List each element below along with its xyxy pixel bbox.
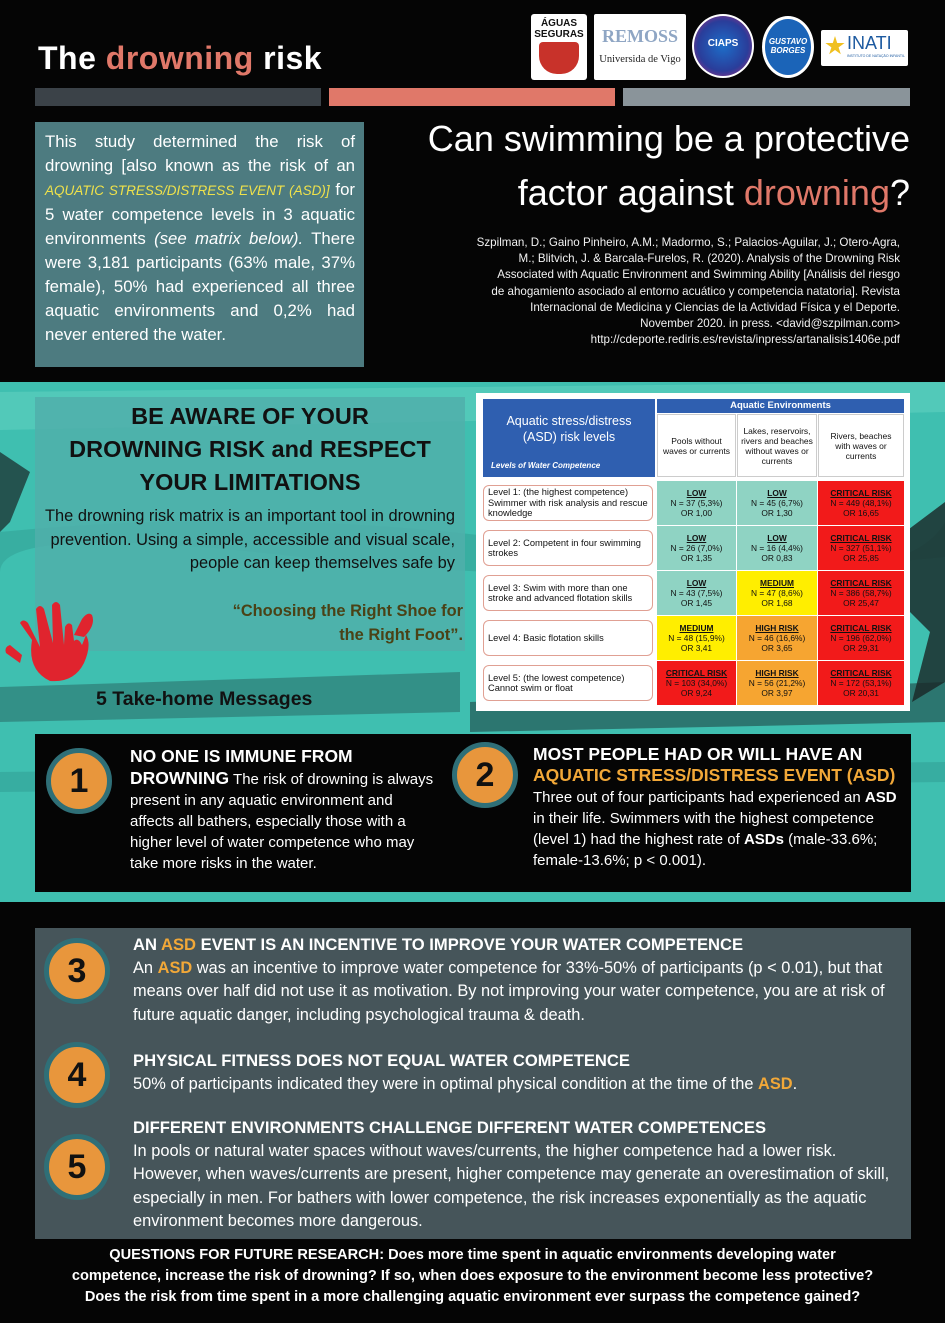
matrix-cell-n: N = 43 (7,5%) bbox=[670, 588, 723, 598]
message-5-head: DIFFERENT ENVIRONMENTS CHALLENGE DIFFERENT WATER COMPETENCES bbox=[133, 1118, 767, 1137]
matrix-cell-n: N = 103 (34,0%) bbox=[665, 678, 728, 688]
matrix-corner-title: Aquatic stress/distress (ASD) risk levels bbox=[506, 414, 632, 444]
logo-text: ÁGUAS bbox=[540, 18, 578, 29]
message-3-body-highlight: ASD bbox=[157, 958, 193, 977]
logo-text: SEGURAS bbox=[534, 29, 584, 40]
message-2-bold: ASDs bbox=[743, 831, 784, 848]
aware-heading-line: BE AWARE OF YOUR bbox=[131, 403, 369, 429]
message-4-body: . bbox=[792, 1074, 798, 1093]
matrix-cell bbox=[818, 661, 904, 705]
matrix-cell bbox=[818, 526, 904, 570]
logo-gustavo-borges bbox=[762, 16, 814, 78]
matrix-cell bbox=[737, 526, 817, 570]
intro-box bbox=[35, 122, 364, 367]
matrix-cell bbox=[657, 481, 736, 525]
headline-text: factor against bbox=[517, 172, 744, 213]
matrix-cell-n: N = 47 (8,6%) bbox=[751, 588, 803, 598]
logo-text: CIAPS bbox=[707, 38, 739, 49]
matrix-cell-risk: LOW bbox=[686, 533, 707, 543]
matrix-cell-risk: CRITICAL RISK bbox=[830, 623, 892, 633]
matrix-cell-or: OR 3,41 bbox=[680, 643, 713, 653]
citation-line: Associated with Aquatic Environment and Swimming Ability [Análisis del riesgo bbox=[497, 268, 900, 282]
logo-ciaps bbox=[692, 14, 754, 78]
logo-inati bbox=[821, 30, 908, 66]
headline-highlight: drowning bbox=[743, 172, 890, 213]
message-3-body: was an incentive to improve water competence for 33%-50% of participants (p < 0.01), but that means over half did not use it as motivation. By not improving your water competence, you are at risk of future aquatic danger, including psychological trauma & death. bbox=[133, 958, 885, 1024]
matrix-level-label: Level 4: Basic flotation skills bbox=[488, 632, 604, 643]
risk-matrix bbox=[476, 393, 910, 711]
matrix-env-col-2 bbox=[737, 414, 817, 477]
aware-heading-line: DROWNING RISK and RESPECT bbox=[69, 436, 431, 462]
matrix-cell-or: OR 1,45 bbox=[680, 598, 713, 608]
divider-bar-3 bbox=[623, 88, 910, 106]
logo-text: BORGES bbox=[770, 46, 806, 55]
matrix-level-label: Level 3: Swim with more than one stroke and advanced flotation skills bbox=[488, 582, 633, 603]
matrix-cell bbox=[657, 571, 736, 615]
message-4 bbox=[133, 1049, 908, 1096]
matrix-level-label: Level 5: (the lowest competence) Cannot swim or float bbox=[488, 672, 625, 693]
intro-text: for 5 water competence levels in 3 aquatic environments bbox=[45, 180, 355, 248]
matrix-cell-or: OR 20,31 bbox=[843, 688, 879, 698]
title-pre: The bbox=[38, 40, 106, 76]
matrix-cell bbox=[737, 481, 817, 525]
matrix-level-5 bbox=[483, 665, 653, 701]
matrix-cell-or: OR 3,65 bbox=[761, 643, 793, 653]
matrix-cell-risk: CRITICAL RISK bbox=[830, 578, 892, 588]
message-3-body: An bbox=[133, 958, 158, 977]
message-4-body: 50% of participants indicated they were in optimal physical condition at the time of the bbox=[133, 1074, 759, 1093]
matrix-cell bbox=[657, 526, 736, 570]
aware-quote bbox=[103, 600, 463, 647]
matrix-cell-n: N = 48 (15,9%) bbox=[668, 633, 725, 643]
matrix-cell-n: N = 327 (51,1%) bbox=[830, 543, 892, 553]
intro-italic: (see matrix below). bbox=[154, 229, 304, 248]
headline-line-2 bbox=[372, 166, 910, 220]
matrix-cell-n: N = 196 (62,0%) bbox=[830, 633, 892, 643]
matrix-cell-or: OR 9,24 bbox=[680, 688, 713, 698]
future-research bbox=[0, 1245, 945, 1308]
message-number-3: 3 bbox=[44, 938, 110, 1004]
matrix-cell-or: OR 16,65 bbox=[843, 508, 879, 518]
matrix-cell-or: OR 0,83 bbox=[761, 553, 793, 563]
citation-line: November 2020. in press. <david@szpilman.com> bbox=[640, 317, 900, 331]
message-4-body-highlight: ASD bbox=[758, 1074, 793, 1093]
matrix-cell-risk: CRITICAL RISK bbox=[830, 533, 892, 543]
matrix-level-4 bbox=[483, 620, 653, 656]
matrix-cell-or: OR 29,31 bbox=[843, 643, 879, 653]
matrix-cell-risk: MEDIUM bbox=[679, 623, 714, 633]
aware-heading bbox=[35, 400, 465, 499]
matrix-cell-n: N = 16 (4,4%) bbox=[751, 543, 803, 553]
matrix-cell bbox=[737, 571, 817, 615]
aware-quote-line: “Choosing the Right Shoe for bbox=[232, 602, 463, 620]
matrix-cell-risk: LOW bbox=[767, 488, 787, 498]
matrix-level-2 bbox=[483, 530, 653, 566]
message-3-head: AN bbox=[133, 935, 161, 954]
matrix-cell-or: OR 1,35 bbox=[680, 553, 713, 563]
red-hand-icon bbox=[2, 585, 97, 685]
matrix-env-col-3 bbox=[818, 414, 904, 477]
footer-line: QUESTIONS FOR FUTURE RESEARCH: Does more time spent in aquatic environments developing water bbox=[109, 1247, 836, 1263]
title-post: risk bbox=[253, 40, 323, 76]
matrix-cell-n: N = 386 (58,7%) bbox=[830, 588, 892, 598]
message-4-head: PHYSICAL FITNESS DOES NOT EQUAL WATER COMPETENCE bbox=[133, 1051, 630, 1070]
aware-quote-line: the Right Foot”. bbox=[339, 625, 463, 644]
message-2-bold: ASD bbox=[864, 789, 897, 806]
matrix-level-label: Level 2: Competent in four swimming strokes bbox=[488, 537, 641, 558]
matrix-cell-risk: LOW bbox=[686, 578, 707, 588]
message-1 bbox=[130, 746, 435, 874]
message-1-body: The risk of drowning is always present in any aquatic environment and affects all bathers, especially those with a higher level of water competence who may take more risks in the water. bbox=[130, 771, 434, 872]
divider-bar-2 bbox=[329, 88, 615, 106]
matrix-cell-n: N = 45 (6,7%) bbox=[751, 498, 803, 508]
matrix-env-label: Lakes, reservoirs, rivers and beaches without waves or currents bbox=[741, 425, 813, 466]
logo-text: REMOSS bbox=[601, 26, 679, 46]
matrix-corner-sub: Levels of Water Competence bbox=[491, 461, 601, 470]
logo-text: INSTITUTO DE NATAÇÃO INFANTIL bbox=[847, 54, 905, 58]
intro-highlight: AQUATIC STRESS/DISTRESS EVENT (ASD)] bbox=[45, 183, 330, 198]
headline-line-1: Can swimming be a protective bbox=[427, 118, 910, 159]
message-2 bbox=[533, 744, 905, 871]
matrix-cell-risk: CRITICAL RISK bbox=[665, 668, 728, 678]
matrix-cell-risk: HIGH RISK bbox=[755, 623, 799, 633]
matrix-cell-n: N = 46 (16,6%) bbox=[748, 633, 806, 643]
logo-text: Universida de Vigo bbox=[599, 54, 681, 65]
citation-line: de ahogamiento asociado al entorno acuático y competencia natatoria]. Revista bbox=[491, 284, 900, 298]
matrix-env-col-1 bbox=[657, 414, 736, 477]
matrix-cell-n: N = 449 (48,1%) bbox=[830, 498, 892, 508]
logo-aguas-seguras bbox=[531, 14, 587, 80]
matrix-cell-n: N = 56 (21,2%) bbox=[748, 678, 806, 688]
matrix-cell-or: OR 25,47 bbox=[843, 598, 879, 608]
star-icon bbox=[825, 36, 845, 56]
matrix-cell bbox=[818, 571, 904, 615]
matrix-corner bbox=[483, 399, 655, 477]
message-3-head: EVENT IS AN INCENTIVE TO IMPROVE YOUR WATER COMPETENCE bbox=[196, 935, 744, 954]
logo-text: GUSTAVO bbox=[768, 37, 808, 46]
aware-body: The drowning risk matrix is an important tool in drowning prevention. Using a simple, accessible and visual scale, people can keep themselves safe by bbox=[45, 507, 455, 572]
poster-title bbox=[38, 40, 322, 77]
citation bbox=[440, 235, 900, 348]
matrix-cell bbox=[818, 481, 904, 525]
matrix-cell-risk: LOW bbox=[767, 533, 787, 543]
matrix-env-label: Pools without waves or currents bbox=[662, 435, 731, 456]
title-highlight: drowning bbox=[105, 40, 254, 76]
matrix-level-1 bbox=[483, 485, 653, 521]
matrix-cell-risk: HIGH RISK bbox=[755, 668, 799, 678]
citation-line: Internacional de Medicina y Ciencias de la Actividad Física y el Deporte. bbox=[530, 300, 900, 314]
matrix-level-3 bbox=[483, 575, 653, 611]
matrix-cell bbox=[818, 616, 904, 660]
message-2-body: Three out of four participants had experienced an bbox=[533, 789, 865, 806]
message-2-body: (male-33.6%; female-13.6%; p < 0.001). bbox=[533, 831, 878, 869]
message-number-4: 4 bbox=[44, 1042, 110, 1108]
intro-text: This study determined the risk of drowning [also known as the risk of an bbox=[45, 132, 355, 175]
matrix-cell-risk: CRITICAL RISK bbox=[830, 488, 892, 498]
message-2-body: in their life. Swimmers with the highest competence (level 1) had the highest rate of bbox=[533, 810, 874, 848]
logo-text: INATI bbox=[847, 33, 892, 53]
matrix-cell-n: N = 172 (53,1%) bbox=[830, 678, 892, 688]
footer-line: Does the risk from time spent in a more challenging aquatic environment ever surpass the competence gained? bbox=[84, 1289, 861, 1305]
matrix-cell-risk: MEDIUM bbox=[760, 578, 794, 588]
matrix-level-label: Level 1: (the highest competence) Swimmer with risk analysis and rescue knowledge bbox=[488, 487, 648, 519]
matrix-cell-or: OR 1,30 bbox=[761, 508, 793, 518]
aware-heading-line: YOUR LIMITATIONS bbox=[139, 469, 361, 495]
matrix-cell bbox=[737, 661, 817, 705]
matrix-cell-or: OR 1,00 bbox=[680, 508, 713, 518]
matrix-cell-risk: LOW bbox=[686, 488, 707, 498]
logo-remoss bbox=[594, 14, 686, 80]
message-3-head-highlight: ASD bbox=[160, 935, 197, 954]
matrix-cell-or: OR 25,85 bbox=[843, 553, 879, 563]
takehome-heading: 5 Take-home Messages bbox=[96, 688, 313, 710]
divider-bar-1 bbox=[35, 88, 321, 106]
matrix-cell-n: N = 26 (7,0%) bbox=[670, 543, 723, 553]
message-number-1: 1 bbox=[46, 748, 112, 814]
message-5-body: In pools or natural water spaces without waves/currents, the higher competence had a lower risk. However, when waves/currents are present, higher competence may generate an overestimation of skill, especially in men. For bathers with lower competence, the risk increases exponentially as the aquatic environment becomes more dangerous. bbox=[133, 1141, 890, 1230]
citation-link[interactable]: http://cdeporte.rediris.es/revista/inpress/artanalisis1406e.pdf bbox=[590, 333, 900, 347]
citation-line: M.; Blitvich, J. & Barcala-Furelos, R. (2020). Analysis of the Drowning Risk bbox=[518, 252, 900, 266]
intro-text: There were 3,181 participants (63% male, 37% female), 50% had experienced all three aquatic environments and 0,2% had never entered the water. bbox=[45, 229, 355, 344]
footer-line: competence, increase the risk of drowning? If so, when does exposure to the environment become less protective? bbox=[71, 1268, 874, 1284]
message-number-5: 5 bbox=[44, 1134, 110, 1200]
message-2-head: MOST PEOPLE HAD OR WILL HAVE AN bbox=[533, 744, 863, 764]
message-1-head: NO ONE IS IMMUNE FROM DROWNING bbox=[130, 746, 353, 788]
message-3 bbox=[133, 933, 908, 1027]
matrix-cell bbox=[737, 616, 817, 660]
shield-icon bbox=[539, 42, 579, 74]
citation-line: Szpilman, D.; Gaino Pinheiro, A.M.; Madormo, S.; Palacios-Aguilar, J.; Otero-Agra, bbox=[476, 236, 900, 249]
message-number-2: 2 bbox=[452, 742, 518, 808]
matrix-cell-risk: CRITICAL RISK bbox=[830, 668, 892, 678]
matrix-env-header: Aquatic Environments bbox=[657, 399, 904, 413]
matrix-env-label: Rivers, beaches with waves or currents bbox=[830, 430, 892, 461]
matrix-cell-n: N = 37 (5,3%) bbox=[670, 498, 723, 508]
headline-text: ? bbox=[889, 172, 910, 213]
headline bbox=[372, 112, 910, 220]
matrix-cell-or: OR 1,68 bbox=[761, 598, 793, 608]
matrix-cell bbox=[657, 616, 736, 660]
matrix-cell bbox=[657, 661, 736, 705]
divider-bars bbox=[35, 88, 910, 106]
matrix-cell-or: OR 3,97 bbox=[761, 688, 793, 698]
message-2-head-highlight: AQUATIC STRESS/DISTRESS EVENT (ASD) bbox=[533, 765, 896, 785]
message-5 bbox=[133, 1116, 908, 1234]
